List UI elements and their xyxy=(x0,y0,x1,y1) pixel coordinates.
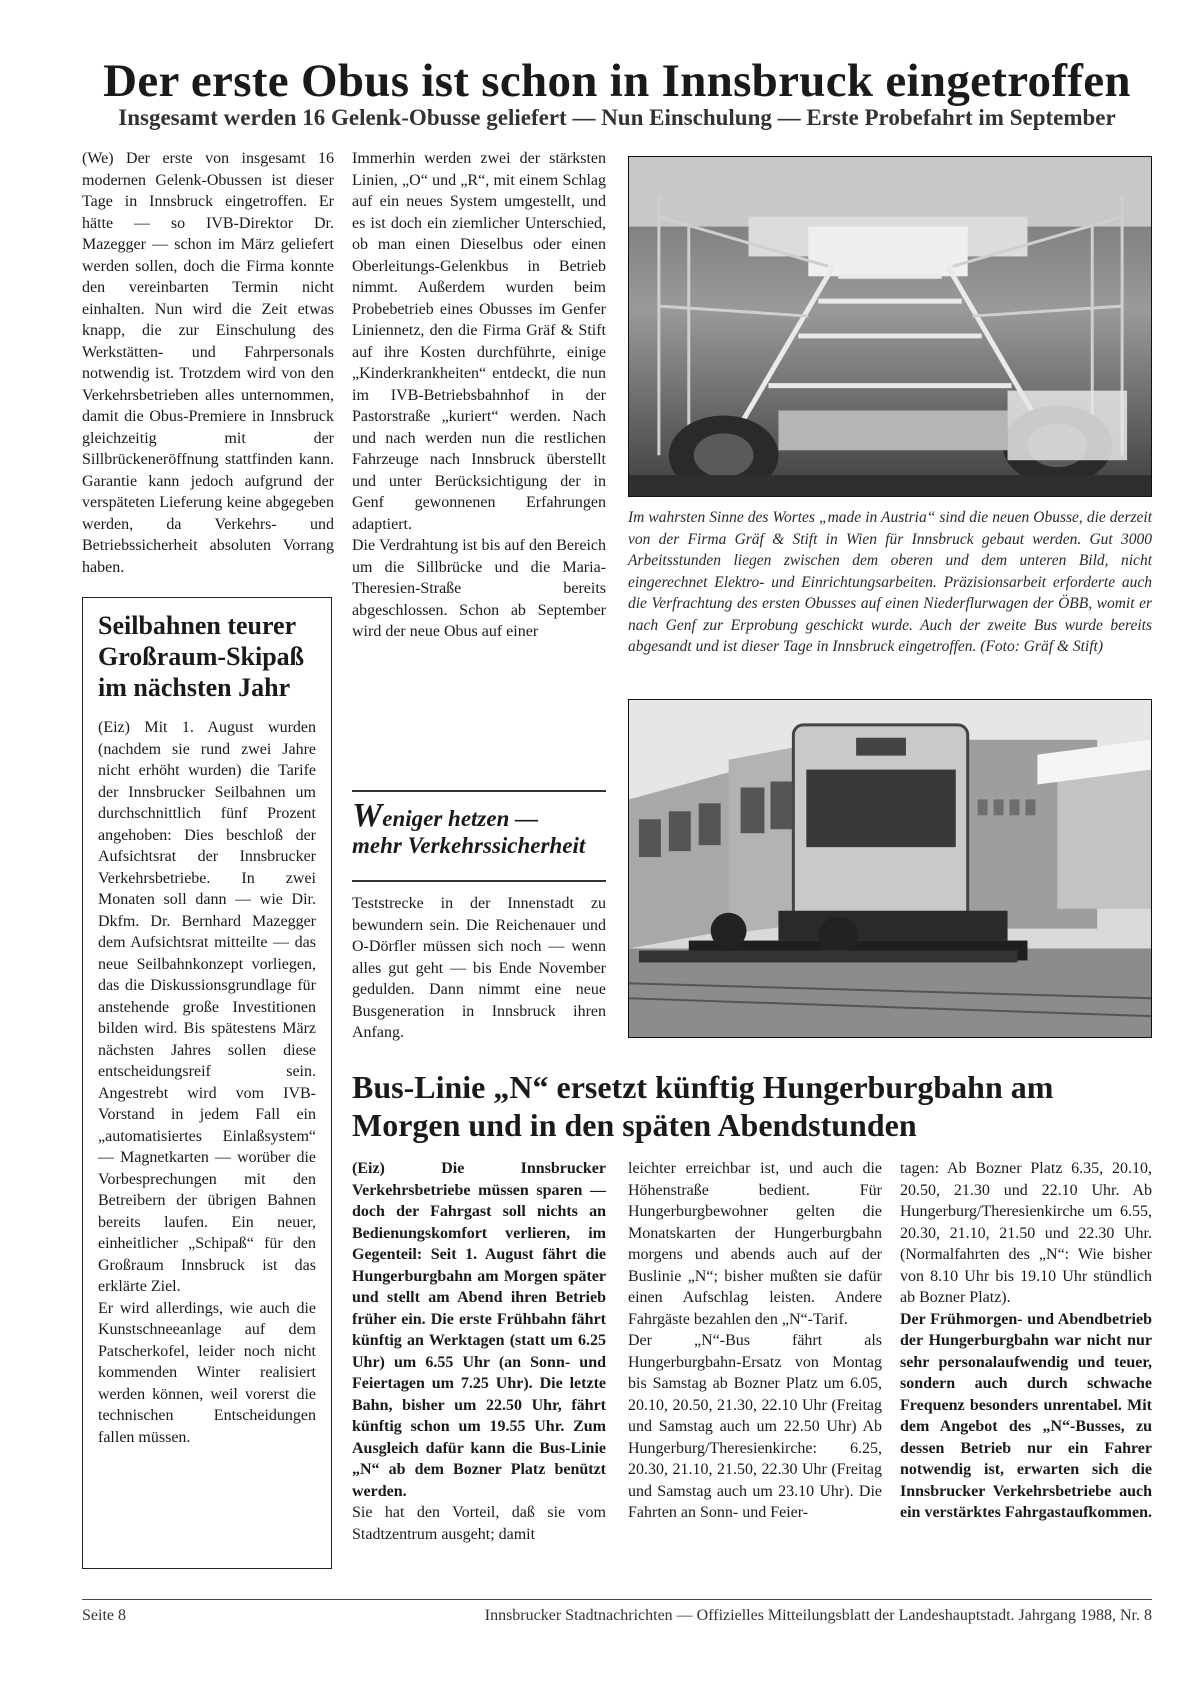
main-headline: Der erste Obus ist schon in Innsbruck eingetroffen xyxy=(103,55,1131,107)
secondary-headline: Bus-Linie „N“ ersetzt künftig Hungerburgbahn am Morgen und in den späten Abendstunden xyxy=(352,1069,1054,1143)
article-continuation: Teststrecke in der Innenstadt zu bewundern sein. Die Reichenauer und O-Dörfler müssen sich noch — wenn alles gut geht — bis Ende November gedulden. Dann nimmt eine neue Busgeneration in Innsbruck ihren Anfang. xyxy=(352,895,606,1041)
sidebar-rule-bottom xyxy=(352,880,606,882)
article2-lead: (Eiz) Die Innsbrucker Verkehrsbetriebe müssen sparen — doch der Fahrgast soll nichts an Bedienungskomfort verlieren, im Gegenteil: Seit 1. August fährt die Hungerburgbahn am Morgen später und stellt am Abend ihren Betrieb früher ein. Die erste Frühbahn fährt künftig an Werktagen (statt um 6.25 Uhr) um 6.55 Uhr (an Sonn- und Feiertagen um 7.25 Uhr). Die letzte Bahn, bisher um 22.50 Uhr, fährt künftig schon um 19.55 Uhr. Zum Ausgleich dafür kann die Bus-Linie „N“ ab dem Bozner Platz benützt werden. xyxy=(352,1160,606,1500)
box-body xyxy=(98,717,316,1448)
box-paragraph: Er wird allerdings, wie auch die Kunstschneeanlage auf dem Patscherkofel, leider noch nicht kommenden Winter realisiert werden können, weil vorerst die technischen Entscheidungen fallen müssen. xyxy=(98,1299,316,1446)
article2-column-1 xyxy=(352,1158,606,1545)
article2-column-2 xyxy=(628,1158,882,1524)
article-column-1 xyxy=(82,148,334,578)
photo-finished-obus xyxy=(628,699,1152,1038)
article-text: (We) Der erste von insgesamt 16 modernen Gelenk-Obussen ist dieser Tage in Innsbruck eingetroffen. Er hätte — so IVB-Direktor Dr. Mazegger — schon im März geliefert werden sollen, doch die Firma konnte den vereinbarten Termin nicht einhalten. Nun wird die Zeit etwas knapp, die zur Einschulung des Werkstätten- und Fahrpersonals notwendig ist. Trotzdem wird von den Verkehrsbetrieben alles unternommen, damit die Obus-Premiere in Innsbruck gleichzeitig mit der Sillbrückeneröffnung stattfinden kann. Garantie kann jedoch aufgrund der verspäteten Lieferung keine abgegeben werden, da Verkehrs- und Betriebssicherheit absoluten Vorrang haben. xyxy=(82,150,334,576)
article2-paragraph: leichter erreichbar ist, und auch die Höhenstraße bedient. Für Hungerburgbewohner gelten die Monatskarten der Hungerburgbahn morgens und abends auch auf der Buslinie „N“; bisher mußten sie dafür einen Aufschlag leisten. Andere Fahrgäste bezahlen den „N“-Tarif. xyxy=(628,1160,882,1328)
footer-rule xyxy=(82,1599,1152,1600)
sidebar-headline-initial: W xyxy=(352,797,383,834)
photo-caption: Im wahrsten Sinne des Wortes „made in Austria“ sind die neuen Obusse, die derzeit von der Firma Gräf & Stift in Wien für Innsbruck gebaut werden. Gut 3000 Arbeitsstunden liegen zwischen dem oberen und dem unteren Bild, nicht eingerechnet Elektro- und Einrichtungsarbeiten. Präzisionsarbeit erforderte auch die Verfrachtung des ersten Obusses auf einen Niederflurwagen der ÖBB, womit er nach Genf zur Erprobung geschickt wurde. Auch der zweite Bus wurde bereits abgesandt und ist dieser Tage in Innsbruck eingetroffen. (Foto: Gräf & Stift) xyxy=(628,509,1152,655)
article-paragraph: Immerhin werden zwei der stärksten Linien, „O“ und „R“, mit einem Schlag auf ein neues System umgestellt, und es ist doch ein ziemlicher Unterschied, ob man einen Dieselbus oder einen Oberleitungs-Gelenkbus in Betrieb nimmt. Außerdem wurden beim Probebetrieb eines Obusses im Genfer Liniennetz, den die Firma Gräf & Stift auf ihre Kosten durchführte, einige „Kinderkrankheiten“ entdeckt, die nun im IVB-Betriebsbahnhof in der Pastorstraße „kuriert“ werden. Nach und nach werden nun die restlichen Fahrzeuge nach Innsbruck überstellt und unter Berücksichtigung der in Genf gewonnenen Erfahrungen adaptiert. xyxy=(352,150,606,533)
article-column-2 xyxy=(352,148,606,643)
sidebar-headline-line1: eniger hetzen — xyxy=(382,806,539,831)
main-subheadline: Insgesamt werden 16 Gelenk-Obusse geliefert — Nun Einschulung — Erste Probefahrt im September xyxy=(118,105,1116,130)
box-paragraph: (Eiz) Mit 1. August wurden (nachdem sie rund zwei Jahre nicht erhöht wurden) die Tarife der Innsbrucker Seilbahnen um durchschnittlich fünf Prozent angehoben: Dies beschloß der Aufsichtsrat der Innsbrucker Verkehrsbetriebe. In zwei Monaten soll dann — wie Dir. Dkfm. Dr. Bernhard Mazegger dem Aufsichtsrat mitteilte — das neue Seilbahnkonzept vorliegen, das die Diskussionsgrundlage für anstehende große Investitionen bilden wird. Bis spätestens März nächsten Jahres sollen diese entscheidungsreif sein. Angestrebt wird vom IVB-Vorstand in jedem Fall ein „automatisiertes Einlaßsystem“ — Magnetkarten — worüber die Vorbesprechungen mit den Betreibern der übrigen Bahnen bereits laufen. Ein neuer, einheitlicher „Schipaß“ für den Großraum Innsbruck ist das erklärte Ziel. xyxy=(98,719,316,1295)
box-headline: Seilbahnen teurer Großraum-Skipaß im nächsten Jahr xyxy=(98,611,305,702)
seilbahn-box xyxy=(82,597,332,1569)
article2-column-3 xyxy=(900,1158,1152,1524)
sidebar-headline-line2: mehr Verkehrssicherheit xyxy=(352,833,586,858)
sidebar-headline xyxy=(352,797,606,859)
article2-paragraph: Der „N“-Bus fährt als Hungerburgbahn-Ersatz von Montag bis Samstag ab Bozner Platz um 6.05, 20.10, 20.50, 21.30, 22.10 Uhr (Freitag und Samstag auch um 22.50 Uhr) Ab Hungerburg/Theresienkirche: 6.25, 20.30, 21.10, 21.50, 22.30 Uhr (Freitag und Samstag auch um 23.10 Uhr). Die Fahrten an Sonn- und Feier- xyxy=(628,1332,882,1521)
photo-bus-chassis xyxy=(628,156,1152,497)
article-paragraph: Die Verdrahtung ist bis auf den Bereich um die Sillbrücke und die Maria-Theresien-Straße bereits abgeschlossen. Schon ab September wird der neue Obus auf einer xyxy=(352,537,606,640)
sidebar-rule-top xyxy=(352,790,606,792)
article2-paragraph: tagen: Ab Bozner Platz 6.35, 20.10, 20.50, 21.30 und 22.10 Uhr. Ab Hungerburg/Theresienkirche um 6.55, 20.30, 21.10, 21.50 und 22.30 Uhr. (Normalfahrten des „N“: Wie bisher von 8.10 Uhr bis 19.10 Uhr stündlich ab Bozner Platz). xyxy=(900,1160,1152,1306)
page-number: Seite 8 xyxy=(82,1607,126,1624)
publication-line: Innsbrucker Stadtnachrichten — Offizielles Mitteilungsblatt der Landeshauptstadt. Jahrgang 1988, Nr. 8 xyxy=(484,1607,1152,1624)
article2-paragraph: Sie hat den Vorteil, daß sie vom Stadtzentrum ausgeht; damit xyxy=(352,1504,606,1543)
article2-closing: Der Frühmorgen- und Abendbetrieb der Hungerburgbahn war nicht nur sehr personalaufwendig und teuer, sondern auch durch schwache Frequenz besonders unrentabel. Mit dem Angebot des „N“-Busses, zu dessen Betrieb nur ein Fahrer notwendig ist, erwarten sich die Innsbrucker Verkehrsbetriebe auch ein verstärktes Fahrgastaufkommen. xyxy=(900,1310,1152,1521)
